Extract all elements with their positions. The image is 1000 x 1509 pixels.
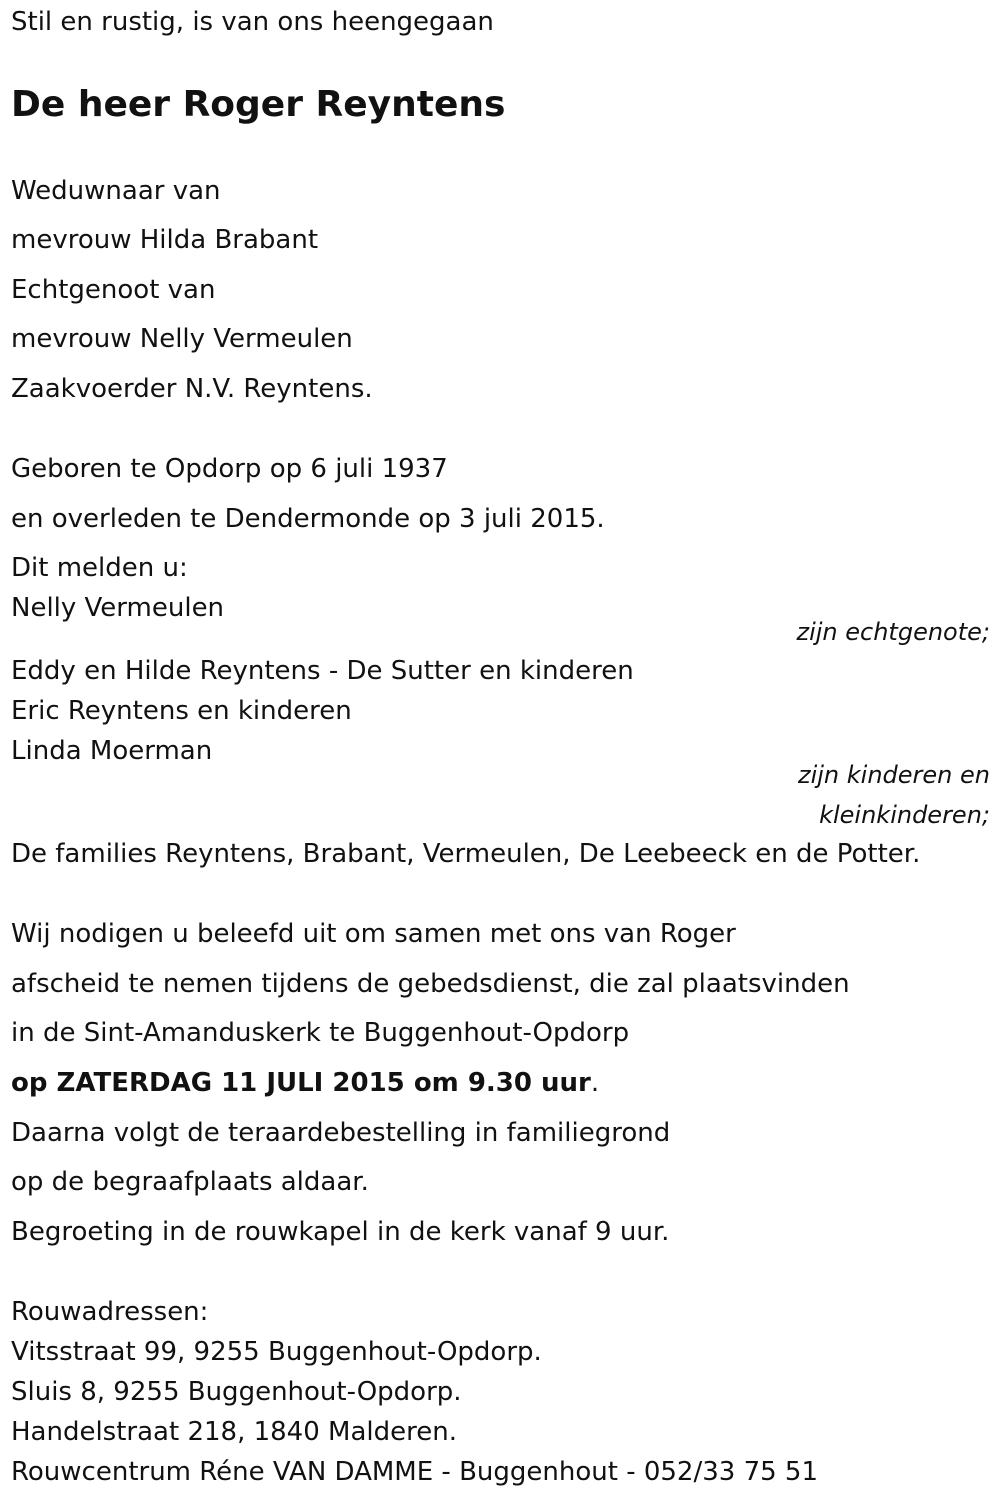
service-date-bold: op ZATERDAG 11 JULI 2015 om 9.30 uur xyxy=(11,1068,591,1098)
deceased-name: De heer Roger Reyntens xyxy=(11,84,506,125)
child-line: Eric Reyntens en kinderen xyxy=(11,696,352,726)
child-line: Linda Moerman xyxy=(11,736,213,766)
address-line: Rouwcentrum Réne VAN DAMME - Buggenhout - 052/33 75 51 xyxy=(11,1457,819,1487)
children-role-1: zijn kinderen en xyxy=(798,761,990,789)
relation-line: Echtgenoot van xyxy=(11,275,216,305)
relation-line: Zaakvoerder N.V. Reyntens. xyxy=(11,374,373,404)
service-line: in de Sint-Amanduskerk te Buggenhout-Opdorp xyxy=(11,1018,630,1048)
announce-label: Dit melden u: xyxy=(11,553,188,583)
spouse-name: Nelly Vermeulen xyxy=(11,593,225,623)
service-line: Daarna volgt de teraardebestelling in familiegrond xyxy=(11,1118,671,1148)
service-date xyxy=(11,1069,599,1099)
children-role-2: kleinkinderen; xyxy=(819,801,990,829)
address-line: Sluis 8, 9255 Buggenhout-Opdorp. xyxy=(11,1377,462,1407)
intro-text: Stil en rustig, is van ons heengegaan xyxy=(11,7,494,37)
relation-line: mevrouw Hilda Brabant xyxy=(11,225,319,255)
child-line: Eddy en Hilde Reyntens - De Sutter en kinderen xyxy=(11,656,634,686)
address-line: Vitsstraat 99, 9255 Buggenhout-Opdorp. xyxy=(11,1337,542,1367)
spouse-role: zijn echtgenote; xyxy=(796,618,990,646)
service-line: Begroeting in de rouwkapel in de kerk vanaf 9 uur. xyxy=(11,1217,670,1247)
service-line: afscheid te nemen tijdens de gebedsdienst, die zal plaatsvinden xyxy=(11,969,850,999)
relation-line: Weduwnaar van xyxy=(11,176,221,206)
death-line: en overleden te Dendermonde op 3 juli 2015. xyxy=(11,504,605,534)
service-date-end: . xyxy=(590,1068,600,1098)
service-line: op de begraafplaats aldaar. xyxy=(11,1167,369,1197)
addresses-label: Rouwadressen: xyxy=(11,1297,209,1327)
address-line: Handelstraat 218, 1840 Malderen. xyxy=(11,1417,457,1447)
birth-line: Geboren te Opdorp op 6 juli 1937 xyxy=(11,454,448,484)
families-line: De families Reyntens, Brabant, Vermeulen, De Leebeeck en de Potter. xyxy=(11,839,921,869)
relation-line: mevrouw Nelly Vermeulen xyxy=(11,324,353,354)
service-line: Wij nodigen u beleefd uit om samen met ons van Roger xyxy=(11,919,736,949)
